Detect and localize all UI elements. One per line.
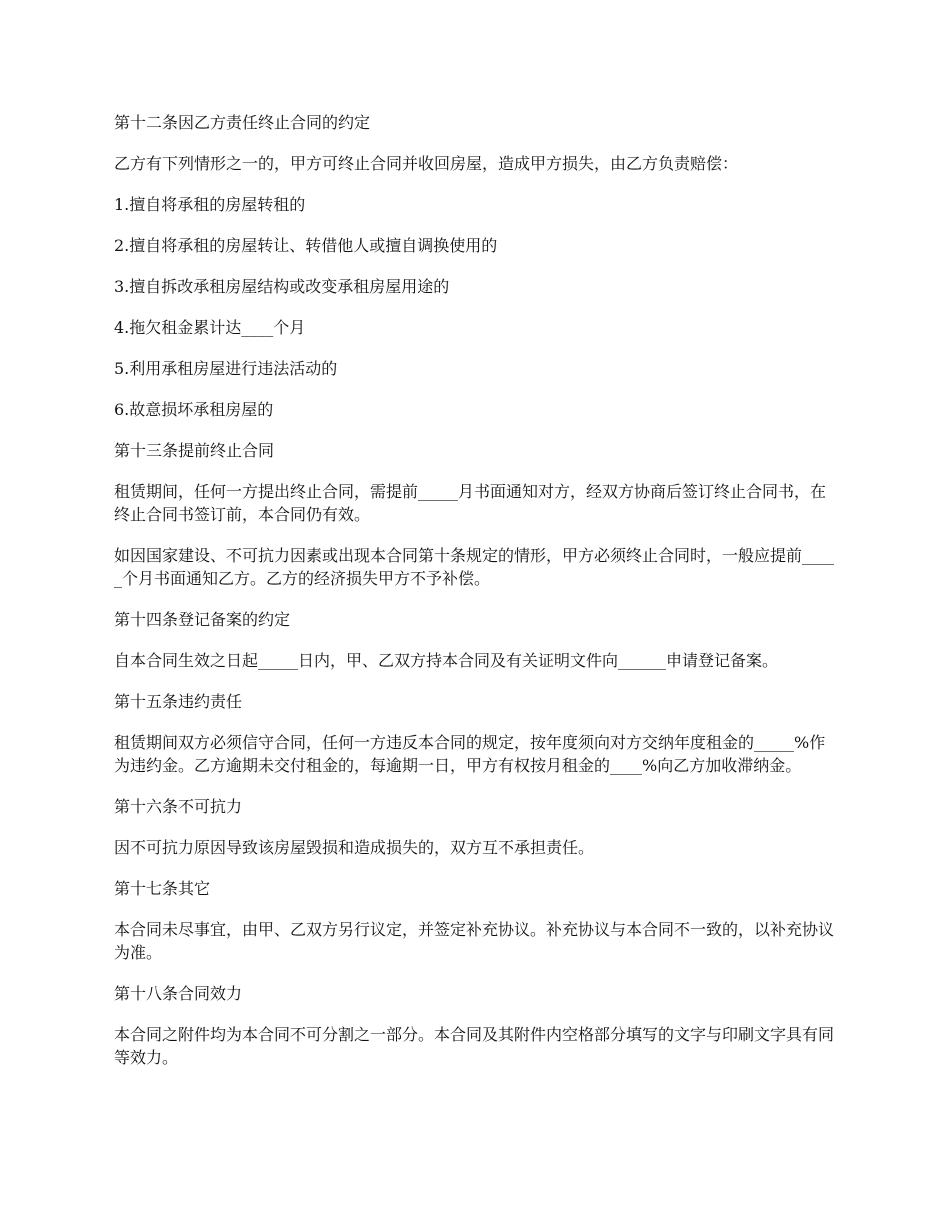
article-12-intro: 乙方有下列情形之一的，甲方可终止合同并收回房屋，造成甲方损失，由乙方负责赔偿： [114, 154, 739, 173]
article-13-heading: 第十三条提前终止合同 [114, 441, 275, 460]
article-14-heading: 第十四条登记备案的约定 [114, 610, 291, 629]
article-18-heading: 第十八条合同效力 [114, 984, 243, 1003]
article-13-para-2: 如因国家建设、不可抗力因素或出现本合同第十条规定的情形，甲方必须终止合同时，一般应提前_____个月书面通知乙方。乙方的经济损失甲方不予补偿。 [114, 546, 835, 588]
article-15-para: 租赁期间双方必须信守合同，任何一方违反本合同的规定，按年度须向对方交纳年度租金的_____%作为违约金。乙方逾期未交付租金的，每逾期一日，甲方有权按月租金的____%向乙方加收滞纳金。 [114, 733, 826, 775]
article-17-para: 本合同未尽事宜，由甲、乙双方另行议定，并签定补充协议。补充协议与本合同不一致的，以补充协议为准。 [114, 920, 835, 962]
article-12-item-3: 3.擅自拆改承租房屋结构或改变承租房屋用途的 [114, 277, 450, 296]
article-14-para: 自本合同生效之日起_____日内，甲、乙双方持本合同及有关证明文件向______申请登记备案。 [114, 651, 779, 670]
article-12-item-1: 1.擅自将承租的房屋转租的 [114, 195, 306, 214]
article-15-heading: 第十五条违约责任 [114, 692, 243, 711]
document-page [114, 111, 836, 1087]
article-13-para-1: 租赁期间，任何一方提出终止合同，需提前_____月书面通知对方，经双方协商后签订终止合同书，在终止合同书签订前，本合同仍有效。 [114, 482, 827, 524]
article-12-item-5: 5.利用承租房屋进行违法活动的 [114, 359, 338, 378]
article-16-heading: 第十六条不可抗力 [114, 797, 243, 816]
article-17-heading: 第十七条其它 [114, 879, 211, 898]
article-16-para: 因不可抗力原因导致该房屋毁损和造成损失的，双方互不承担责任。 [114, 838, 595, 857]
article-12-item-4: 4.拖欠租金累计达____个月 [114, 318, 306, 337]
article-18-para: 本合同之附件均为本合同不可分割之一部分。本合同及其附件内空格部分填写的文字与印刷文字具有同等效力。 [114, 1025, 835, 1067]
article-12-item-6: 6.故意损坏承租房屋的 [114, 400, 274, 419]
article-12-item-2: 2.擅自将承租的房屋转让、转借他人或擅自调换使用的 [114, 236, 498, 255]
article-12-heading: 第十二条因乙方责任终止合同的约定 [114, 113, 371, 132]
